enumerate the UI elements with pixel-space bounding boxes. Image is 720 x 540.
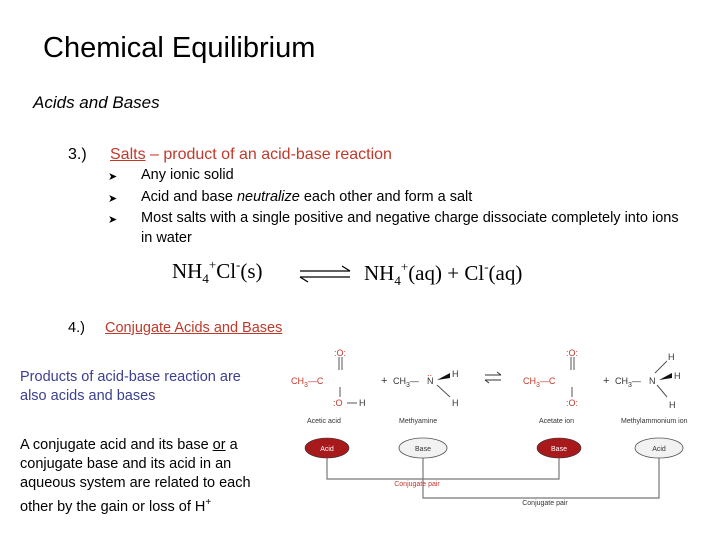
salts-term: Salts	[110, 146, 146, 163]
conjugate-heading: Conjugate Acids and Bases	[105, 320, 283, 336]
svg-text:H: H	[452, 398, 459, 408]
plus-sign: +	[603, 375, 610, 387]
acid-node-1	[305, 438, 349, 458]
section-4-number: 4.)	[68, 320, 85, 336]
methylammonium-ion-structure	[615, 352, 681, 410]
svg-text:Acid: Acid	[320, 446, 334, 453]
conjugate-pair-label-2: Conjugate pair	[522, 500, 568, 507]
methylammonium-ion-label: Methylammonium ion	[621, 418, 688, 425]
svg-text::O:: :O:	[566, 398, 579, 408]
svg-text:H: H	[668, 352, 675, 362]
page-subtitle: Acids and Bases	[33, 93, 160, 112]
svg-text:H: H	[452, 369, 459, 379]
acetic-acid-label: Acetic acid	[307, 418, 341, 425]
section-3-number: 3.)	[68, 146, 87, 163]
svg-text:CH3—: $CH_3—$	[393, 376, 419, 389]
svg-text:H: H	[359, 398, 366, 408]
svg-text::O:: :O:	[334, 348, 347, 358]
page-title: Chemical Equilibrium	[43, 32, 316, 64]
svg-text:Acid: Acid	[652, 446, 666, 453]
svg-text:Base: Base	[551, 446, 567, 453]
bullet-item	[108, 209, 688, 248]
svg-text:Base: Base	[415, 446, 431, 453]
bullet-item	[108, 188, 688, 210]
conjugate-pair-label-1: Conjugate pair	[394, 481, 440, 488]
svg-text::O:: :O:	[566, 348, 579, 358]
equilibrium-arrow-icon	[485, 372, 501, 383]
salts-definition: – product of an acid-base reaction	[145, 146, 392, 163]
bullet-item	[108, 166, 688, 188]
svg-text:CH3—: $CH_3—$	[615, 376, 641, 389]
svg-text:H: H	[669, 400, 676, 410]
svg-text:N: N	[427, 376, 434, 386]
base-node-2	[537, 438, 581, 458]
acetate-ion-structure	[523, 348, 578, 408]
equation-right: $NH_4^+(aq) + Cl^-(aq)$	[364, 259, 523, 288]
svg-text:N: N	[649, 376, 656, 386]
acetate-ion-label: Acetate ion	[539, 418, 575, 425]
plus-sign: +	[381, 375, 388, 387]
conjugate-definition-paragraph: A conjugate acid and its base or a conjugate base and its acid in an aqueous system are related to each other by the gain or loss of H+	[20, 437, 251, 515]
equation-left: $NH_4^+Cl^-(s)$	[172, 257, 263, 286]
arrow-bullet-icon: ➤	[108, 192, 118, 205]
dissociation-equation	[172, 256, 562, 292]
conjugate-pair-diagram	[287, 345, 697, 525]
bullet-text: Most salts with a single positive and negative charge dissociate completely into ions in water	[141, 210, 679, 246]
arrow-bullet-icon: ➤	[108, 214, 118, 226]
svg-text:CH3—C: $CH_3—C$	[523, 376, 556, 389]
base-node-1	[399, 438, 447, 458]
products-paragraph: Products of acid-base reaction are also acids and bases	[20, 369, 241, 404]
acetic-acid-structure	[291, 348, 366, 408]
conjugate-pair-connectors	[327, 458, 659, 498]
salts-heading	[110, 146, 392, 164]
methyamine-label: Methyamine	[399, 418, 438, 425]
svg-text::O: :O	[333, 398, 343, 408]
equilibrium-arrow-icon	[300, 266, 350, 282]
svg-text:..: ..	[427, 368, 433, 378]
bullet-text: Any ionic solid	[141, 167, 234, 183]
arrow-bullet-icon: ➤	[108, 171, 118, 183]
bullet-text: Acid and base neutralize each other and form a salt	[141, 188, 473, 205]
svg-text:H: H	[674, 371, 681, 381]
svg-text:CH3—C: $CH_3—C$	[291, 376, 324, 389]
acid-node-2	[635, 438, 683, 458]
methylamine-structure	[393, 368, 459, 408]
salts-bullet-list	[108, 166, 688, 248]
